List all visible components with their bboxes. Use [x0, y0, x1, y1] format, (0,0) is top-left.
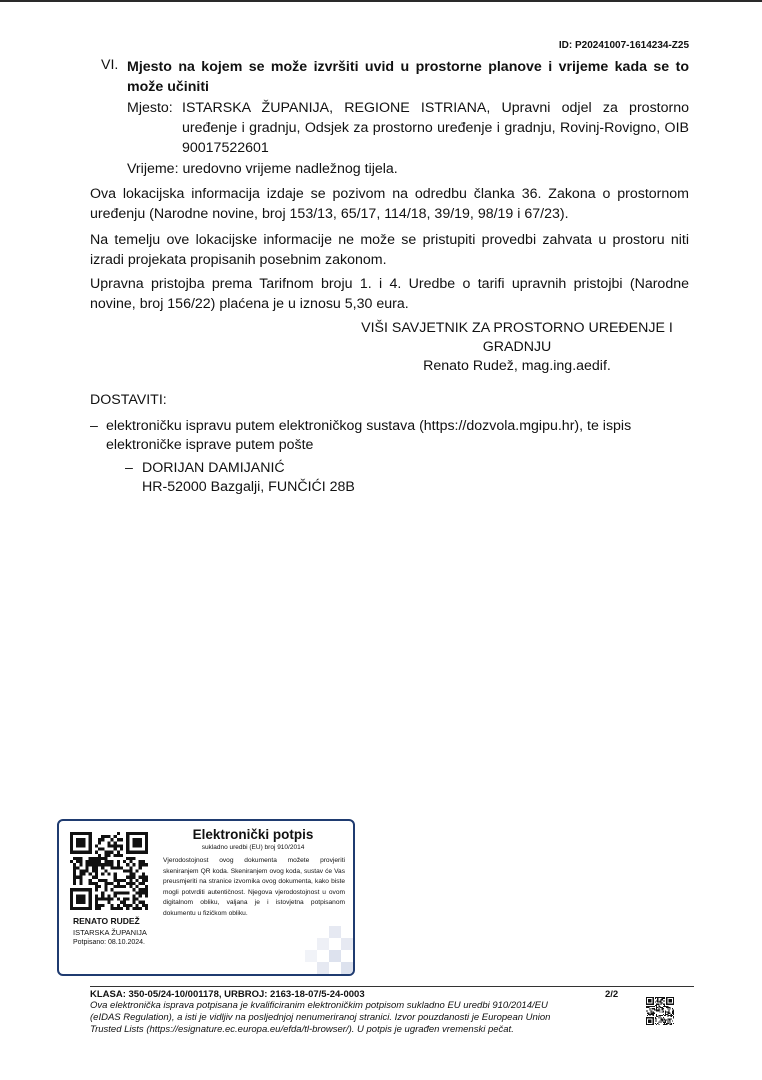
- signature-body-text: Vjerodostojnost ovog dokumenta možete provjeriti skeniranjem QR koda. Skeniranjem ovog koda, sustav će Vas preusmjeriti na stranice izvornika ovog dokumenta, kako biste mogli potvrditi autentičnost. Njegova vjerodostojnost u ovom digitalnom obliku, valjana je i istovjetna potpisanom dokumentu u fizičkom obliku.: [163, 857, 345, 917]
- footer-line1: Ova elektronička isprava potpisana je kvalificiranim elektroničkim potpisom sukladno EU uredbi 910/2014/EU: [90, 1000, 548, 1011]
- signature-title: Elektronički potpis: [192, 827, 314, 842]
- recipient-address: HR-52000 Bazgalji, FUNČIĆI 28B: [142, 479, 355, 495]
- signatory-name: Renato Rudež, mag.ing.aedif.: [423, 358, 611, 374]
- place-line1: ISTARSKA ŽUPANIJA, REGIONE ISTRIANA, Upravni odjel za prostorno: [182, 100, 689, 116]
- section-number: VI.: [101, 57, 119, 73]
- paragraph-2-line2: izradi projekata propisanih posebnim zakonom.: [90, 252, 387, 268]
- place-label: Mjesto:: [127, 100, 173, 116]
- signatory-title-line1: VIŠI SAVJETNIK ZA PROSTORNO UREĐENJE I: [361, 320, 673, 336]
- delivery-dash: –: [90, 418, 98, 434]
- paragraph-1-line1: Ova lokacijska informacija izdaje se pozivom na odredbu članka 36. Zakona o prostornom: [90, 186, 689, 202]
- qr-code-icon[interactable]: [70, 832, 148, 910]
- paragraph-1-line2: uređenju (Narodne novine, broj 153/13, 65/17, 114/18, 39/19, 98/19 i 67/23).: [90, 206, 569, 222]
- signed-date: Potpisano: 08.10.2024.: [73, 939, 146, 946]
- paragraph-2-line1: Na temelju ove lokacijske informacije ne može se pristupiti provedbi zahvata u prostoru niti: [90, 232, 689, 248]
- signature-subtitle: sukladno uredbi (EU) broj 910/2014: [201, 844, 305, 851]
- section-heading-line2: može učiniti: [127, 79, 209, 95]
- top-border: [0, 0, 762, 2]
- footer-line3: Trusted Lists (https://esignature.ec.europa.eu/efda/tl-browser/). U potpis je ugrađen vremenski pečat.: [90, 1024, 514, 1035]
- checker-pattern-icon: [305, 926, 353, 974]
- recipient-name: DORIJAN DAMIJANIĆ: [142, 460, 285, 476]
- signatory-title-line2: GRADNJU: [482, 339, 552, 355]
- delivery-heading: DOSTAVITI:: [90, 392, 167, 408]
- footer-divider: [90, 986, 694, 987]
- time-text: Vrijeme: uredovno vrijeme nadležnog tijela.: [127, 161, 398, 177]
- place-line3: 90017522601: [182, 140, 269, 156]
- section-heading-line1: Mjesto na kojem se može izvršiti uvid u prostorne planove i vrijeme kada se to: [127, 59, 689, 75]
- recipient-dash: –: [125, 460, 133, 476]
- signer-organization: ISTARSKA ŽUPANIJA: [73, 928, 147, 937]
- paragraph-3-line2: novine, broj 156/22) plaćena je u iznosu 5,30 eura.: [90, 296, 409, 312]
- paragraph-3-line1: Upravna pristojba prema Tarifnom broju 1. i 4. Uredbe o tarifi upravnih pristojbi (Narodne: [90, 276, 689, 292]
- place-line2: uređenje i gradnju, Odsjek za prostorno uređenje i gradnju, Rovinj-Rovigno, OIB: [182, 120, 689, 136]
- footer-klasa: KLASA: 350-05/24-10/001178, URBROJ: 2163-18-07/5-24-0003: [90, 989, 365, 1000]
- qr-code-small-icon[interactable]: [646, 997, 674, 1025]
- document-id: ID: P20241007-1614234-Z25: [558, 40, 689, 51]
- delivery-item1-line2: elektroničke isprave putem pošte: [106, 437, 314, 453]
- delivery-item1-line1: elektroničku ispravu putem elektroničkog sustava (https://dozvola.mgipu.hr), te ispis: [106, 418, 632, 434]
- electronic-signature-box: [57, 819, 355, 976]
- signer-name: RENATO RUDEŽ: [73, 916, 140, 926]
- footer-line2: (eIDAS Regulation), a isti je vidljiv na posljednjoj nenumeriranoj stranici. Izvor pouzdanosti je European Union: [90, 1012, 551, 1023]
- page-number: 2/2: [605, 989, 619, 1000]
